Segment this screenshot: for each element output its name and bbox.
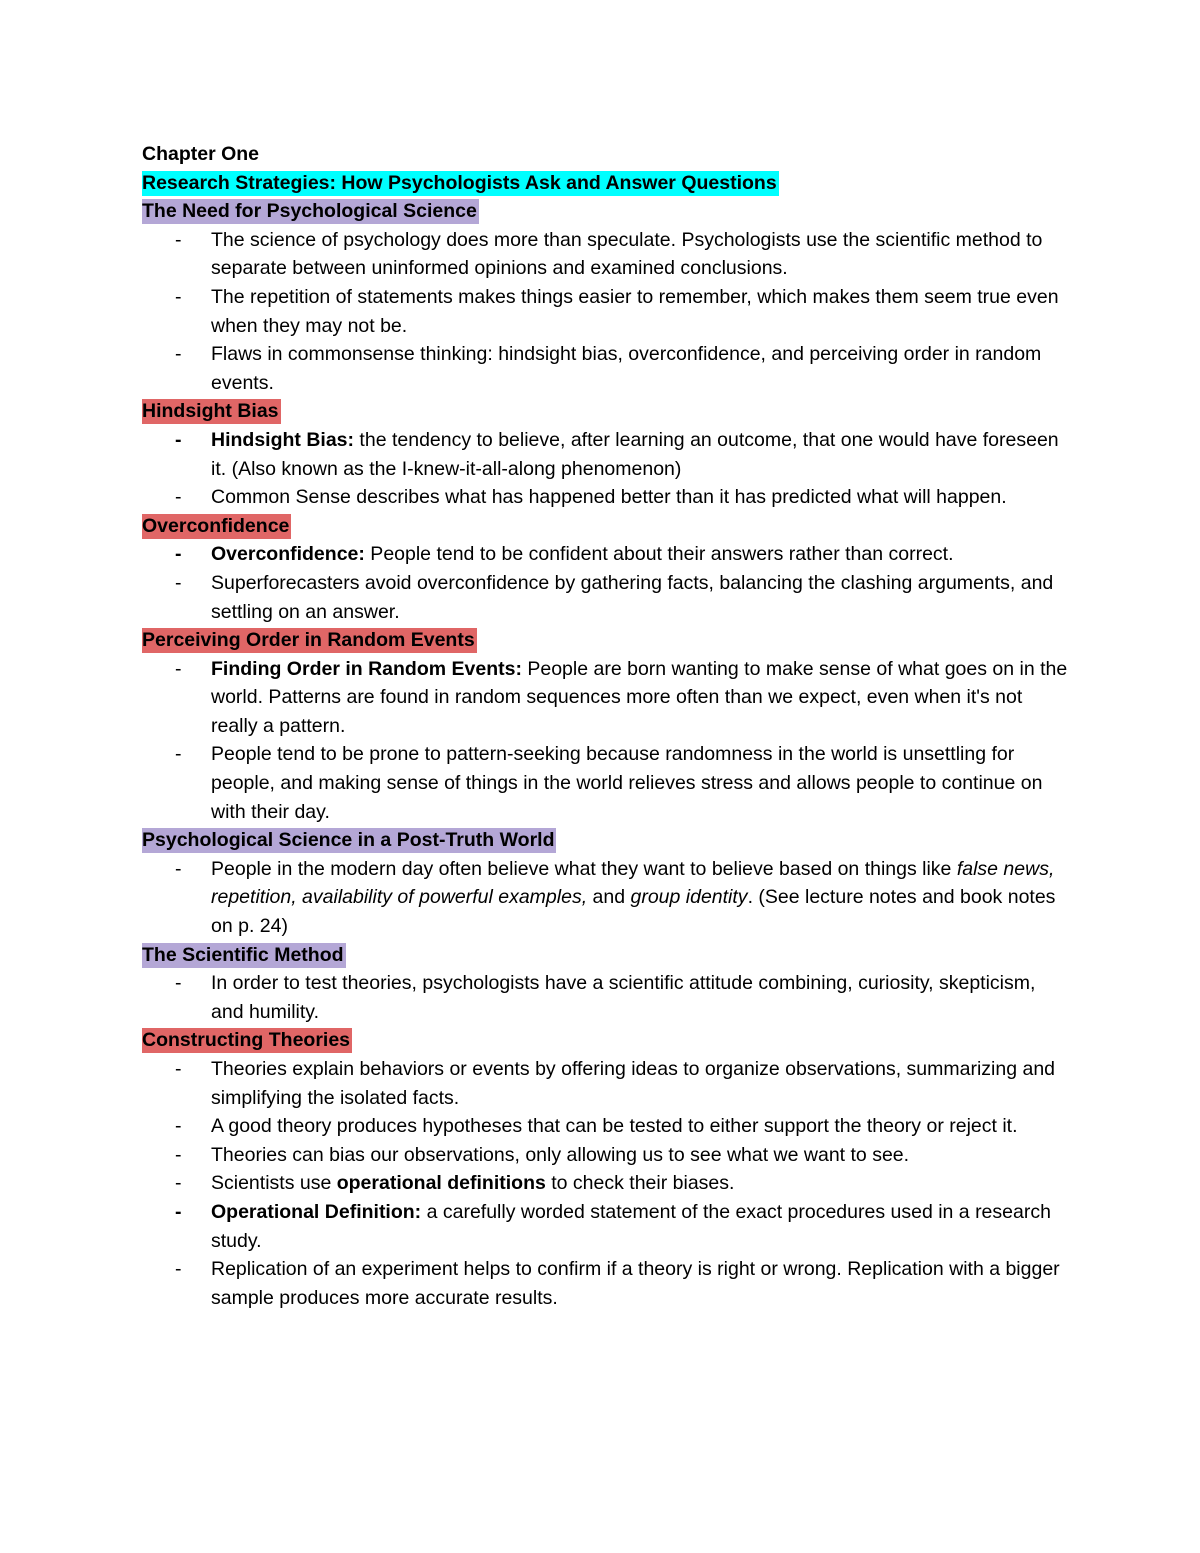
bullet-item <box>142 1112 1072 1141</box>
section-heading-text: Psychological Science in a Post-Truth World <box>142 829 555 852</box>
document-page <box>142 140 1072 1312</box>
chapter-heading <box>142 140 1072 169</box>
section-heading <box>142 197 1072 226</box>
chapter-heading-text: Chapter One <box>142 143 260 165</box>
bullet-text: People in the modern day often believe what they want to believe based on things like <box>211 857 957 880</box>
bullet-item <box>142 569 1072 626</box>
bullet-item <box>142 969 1072 1026</box>
section-heading-text: The Need for Psychological Science <box>142 200 477 223</box>
bullet-item <box>142 1198 1072 1255</box>
bullet-item <box>142 426 1072 483</box>
bullet-text: A good theory produces hypotheses that can be tested to either support the theory or reject it. <box>211 1115 1018 1138</box>
bullet-text: to check their biases. <box>545 1172 735 1195</box>
dash-bullet-icon: - <box>175 1200 182 1223</box>
bullet-text: the tendency to believe, after learning an outcome, that one would have foreseen it. (Also known as the I-knew-it-all-along phenomenon) <box>211 428 1059 480</box>
section-heading-text: Perceiving Order in Random Events <box>142 629 475 652</box>
bullet-item <box>142 1141 1072 1170</box>
bullet-text: Scientists use <box>211 1172 337 1195</box>
bullet-text: The science of psychology does more than speculate. Psychologists use the scientific method to separate between uninformed opinions and examined conclusions. <box>211 228 1043 280</box>
bullet-list <box>142 226 1072 398</box>
dash-bullet-icon: - <box>175 285 182 308</box>
bullet-text: In order to test theories, psychologists have a scientific attitude combining, curiosity, skepticism, and humility. <box>211 972 1036 1023</box>
bullet-item <box>142 1169 1072 1198</box>
dash-bullet-icon: - <box>175 1143 182 1166</box>
bullet-list <box>142 540 1072 626</box>
bullet-item <box>142 1255 1072 1312</box>
bullet-text: People tend to be prone to pattern-seeking because randomness in the world is unsettling for people, and making sense of things in the world relieves stress and allows people to continue on with their day. <box>211 743 1043 823</box>
section-heading <box>142 626 1072 655</box>
dash-bullet-icon: - <box>175 657 182 680</box>
bullet-item <box>142 740 1072 826</box>
bullet-item <box>142 540 1072 569</box>
section-heading-text: The Scientific Method <box>142 943 344 966</box>
bullet-item <box>142 855 1072 941</box>
bullet-text: Flaws in commonsense thinking: hindsight bias, overconfidence, and perceiving order in random events. <box>211 343 1042 394</box>
bullet-text: a carefully worded statement of the exact procedures used in a research study. <box>211 1200 1051 1252</box>
section-heading-text: Hindsight Bias <box>142 400 279 423</box>
bullet-text: Theories explain behaviors or events by offering ideas to organize observations, summarizing and simplifying the isolated facts. <box>211 1058 1056 1109</box>
bullet-text: and <box>587 886 631 909</box>
dash-bullet-icon: - <box>175 228 182 251</box>
dash-bullet-icon: - <box>175 743 182 766</box>
section-heading <box>142 397 1072 426</box>
dash-bullet-icon: - <box>175 1258 182 1281</box>
dash-bullet-icon: - <box>175 972 182 995</box>
bullet-item <box>142 655 1072 741</box>
bullet-list <box>142 969 1072 1026</box>
dash-bullet-icon: - <box>175 571 182 594</box>
bullet-list <box>142 855 1072 941</box>
bullet-item <box>142 1055 1072 1112</box>
bold-term: operational definitions <box>336 1172 546 1195</box>
document-title <box>142 169 1072 198</box>
bullet-text: People tend to be confident about their answers rather than correct. <box>364 543 954 566</box>
bullet-text: Replication of an experiment helps to confirm if a theory is right or wrong. Replication with a bigger sample produces more accurate results. <box>211 1258 1060 1309</box>
section-heading <box>142 826 1072 855</box>
bullet-text: Theories can bias our observations, only allowing us to see what we want to see. <box>211 1143 910 1166</box>
italic-text: false news, repetition, availability of powerful examples, <box>211 857 1055 909</box>
bullet-item <box>142 283 1072 340</box>
document-title-text: Research Strategies: How Psychologists Ask and Answer Questions <box>142 171 777 194</box>
section-heading-text: Constructing Theories <box>142 1029 351 1052</box>
bold-term: Hindsight Bias: <box>211 428 355 451</box>
dash-bullet-icon: - <box>175 343 182 366</box>
bullet-item <box>142 340 1072 397</box>
italic-text: group identity <box>630 886 748 909</box>
bullet-item <box>142 226 1072 283</box>
bullet-list <box>142 426 1072 512</box>
dash-bullet-icon: - <box>175 1115 182 1138</box>
bullet-text: Common Sense describes what has happened better than it has predicted what will happen. <box>211 486 1007 509</box>
section-heading-text: Overconfidence <box>142 514 290 537</box>
dash-bullet-icon: - <box>175 543 182 566</box>
bullet-list <box>142 655 1072 827</box>
dash-bullet-icon: - <box>175 1172 182 1195</box>
bullet-text: Superforecasters avoid overconfidence by gathering facts, balancing the clashing arguments, and settling on an answer. <box>211 571 1054 623</box>
section-heading <box>142 512 1072 541</box>
dash-bullet-icon: - <box>175 428 182 451</box>
bold-term: Operational Definition: <box>211 1200 422 1223</box>
bold-term: Finding Order in Random Events: <box>211 657 522 680</box>
bullet-text: The repetition of statements makes things easier to remember, which makes them seem true even when they may not be. <box>211 285 1059 337</box>
section-heading <box>142 1026 1072 1055</box>
dash-bullet-icon: - <box>175 486 182 509</box>
sections-container <box>142 197 1072 1312</box>
dash-bullet-icon: - <box>175 1058 182 1080</box>
dash-bullet-icon: - <box>175 857 182 880</box>
bullet-item <box>142 483 1072 512</box>
bullet-list <box>142 1055 1072 1312</box>
section-heading <box>142 941 1072 970</box>
bold-term: Overconfidence: <box>211 543 365 566</box>
bullet-text: . (See lecture notes and book notes on p. 24) <box>211 886 1056 938</box>
bullet-text: People are born wanting to make sense of what goes on in the world. Patterns are found in random sequences more often than we expect, even when it's not really a pattern. <box>211 657 1068 737</box>
